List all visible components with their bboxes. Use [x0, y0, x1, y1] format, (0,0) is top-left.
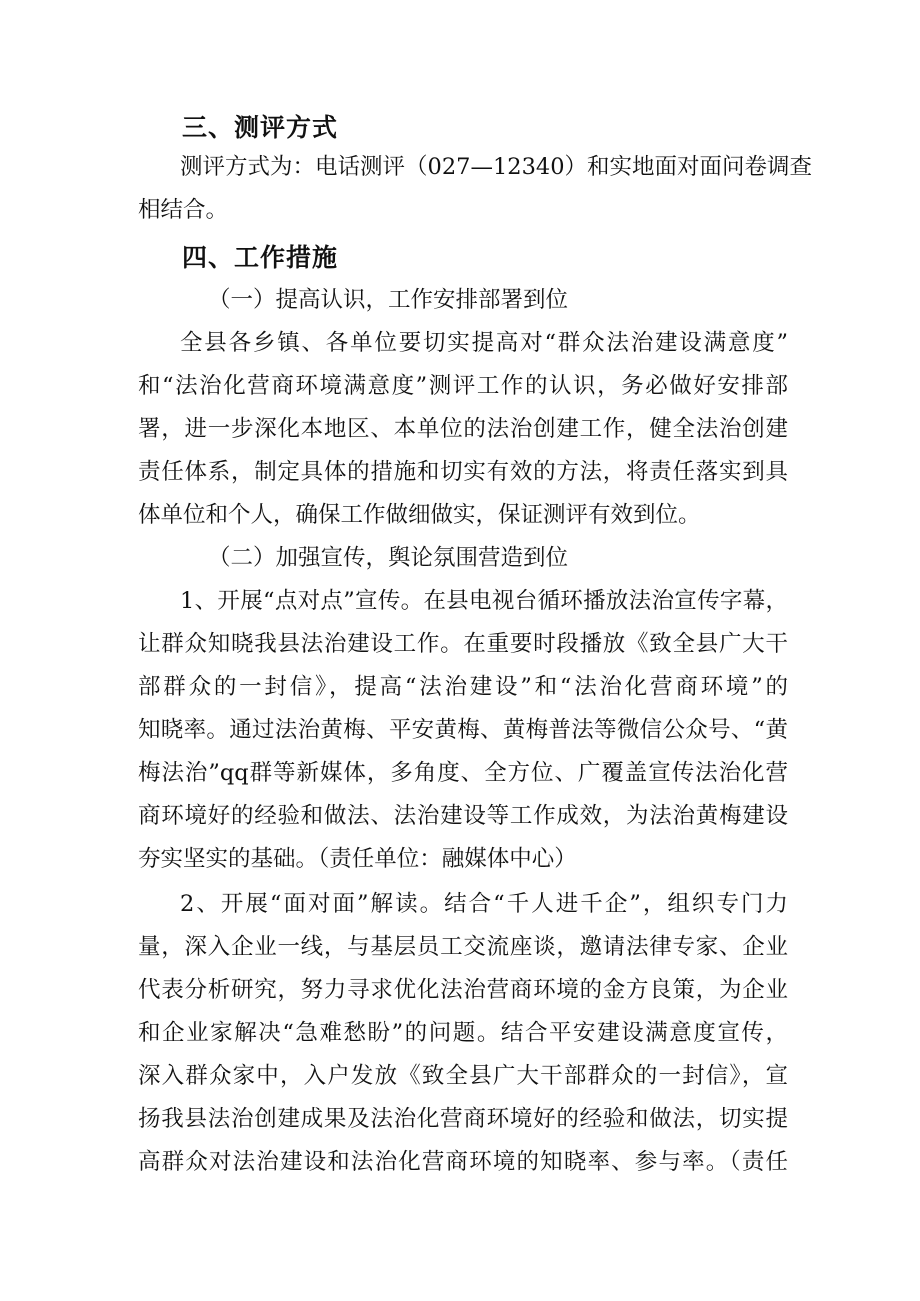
- paragraph-line: 深入群众家中，入户发放《致全县广大干部群众的一封信》，宣: [138, 1063, 788, 1089]
- paragraph-line: 测评方式为：电话测评（027—12340）和实地面对面问卷调查: [180, 154, 813, 180]
- paragraph-line: 梅法治”qq群等新媒体，多角度、全方位、广覆盖宣传法治化营: [138, 760, 788, 786]
- paragraph-line: 代表分析研究，努力寻求优化法治营商环境的金方良策，为企业: [138, 977, 788, 1003]
- paragraph-line: 夯实坚实的基础。（责任单位：融媒体中心）: [138, 846, 577, 872]
- paragraph-line: 责任体系，制定具体的措施和切实有效的方法，将责任落实到具: [138, 459, 788, 485]
- paragraph-line: 量，深入企业一线，与基层员工交流座谈，邀请法律专家、企业: [138, 934, 788, 960]
- paragraph-line: 知晓率。通过法治黄梅、平安黄梅、黄梅普法等微信公众号、“黄: [138, 717, 788, 743]
- paragraph-line: 2、开展“面对面”解读。结合“千人进千企”，组织专门力: [180, 891, 788, 917]
- paragraph-line: 和企业家解决“急难愁盼”的问题。结合平安建设满意度宣传，: [138, 1020, 788, 1046]
- paragraph-line: 1、开展“点对点”宣传。在县电视台循环播放法治宣传字幕，: [180, 588, 788, 614]
- paragraph-line: 扬我县法治创建成果及法治化营商环境好的经验和做法，切实提: [138, 1106, 788, 1132]
- section-heading-work-measures: 四、工作措施: [182, 243, 339, 272]
- subsection-title-raise-awareness: （一）提高认识，工作安排部署到位: [208, 287, 569, 313]
- paragraph-line: 署，进一步深化本地区、本单位的法治创建工作，健全法治创建: [138, 416, 788, 442]
- paragraph-line: 让群众知晓我县法治建设工作。在重要时段播放《致全县广大干: [138, 631, 788, 657]
- paragraph-line: 和“法治化营商环境满意度”测评工作的认识，务必做好安排部: [138, 373, 788, 399]
- subsection-title-publicity: （二）加强宣传，舆论氛围营造到位: [208, 545, 569, 571]
- paragraph-line: 商环境好的经验和做法、法治建设等工作成效，为法治黄梅建设: [138, 803, 788, 829]
- section-heading-evaluation-method: 三、测评方式: [182, 113, 339, 142]
- paragraph-line: 部群众的一封信》，提高“法治建设”和“法治化营商环境”的: [138, 674, 788, 700]
- paragraph-line: 体单位和个人，确保工作做细做实，保证测评有效到位。: [138, 502, 701, 528]
- paragraph-line: 全县各乡镇、各单位要切实提高对“群众法治建设满意度”: [180, 330, 788, 356]
- paragraph-line: 相结合。: [138, 197, 229, 223]
- paragraph-line: 高群众对法治建设和法治化营商环境的知晓率、参与率。（责任: [138, 1149, 788, 1175]
